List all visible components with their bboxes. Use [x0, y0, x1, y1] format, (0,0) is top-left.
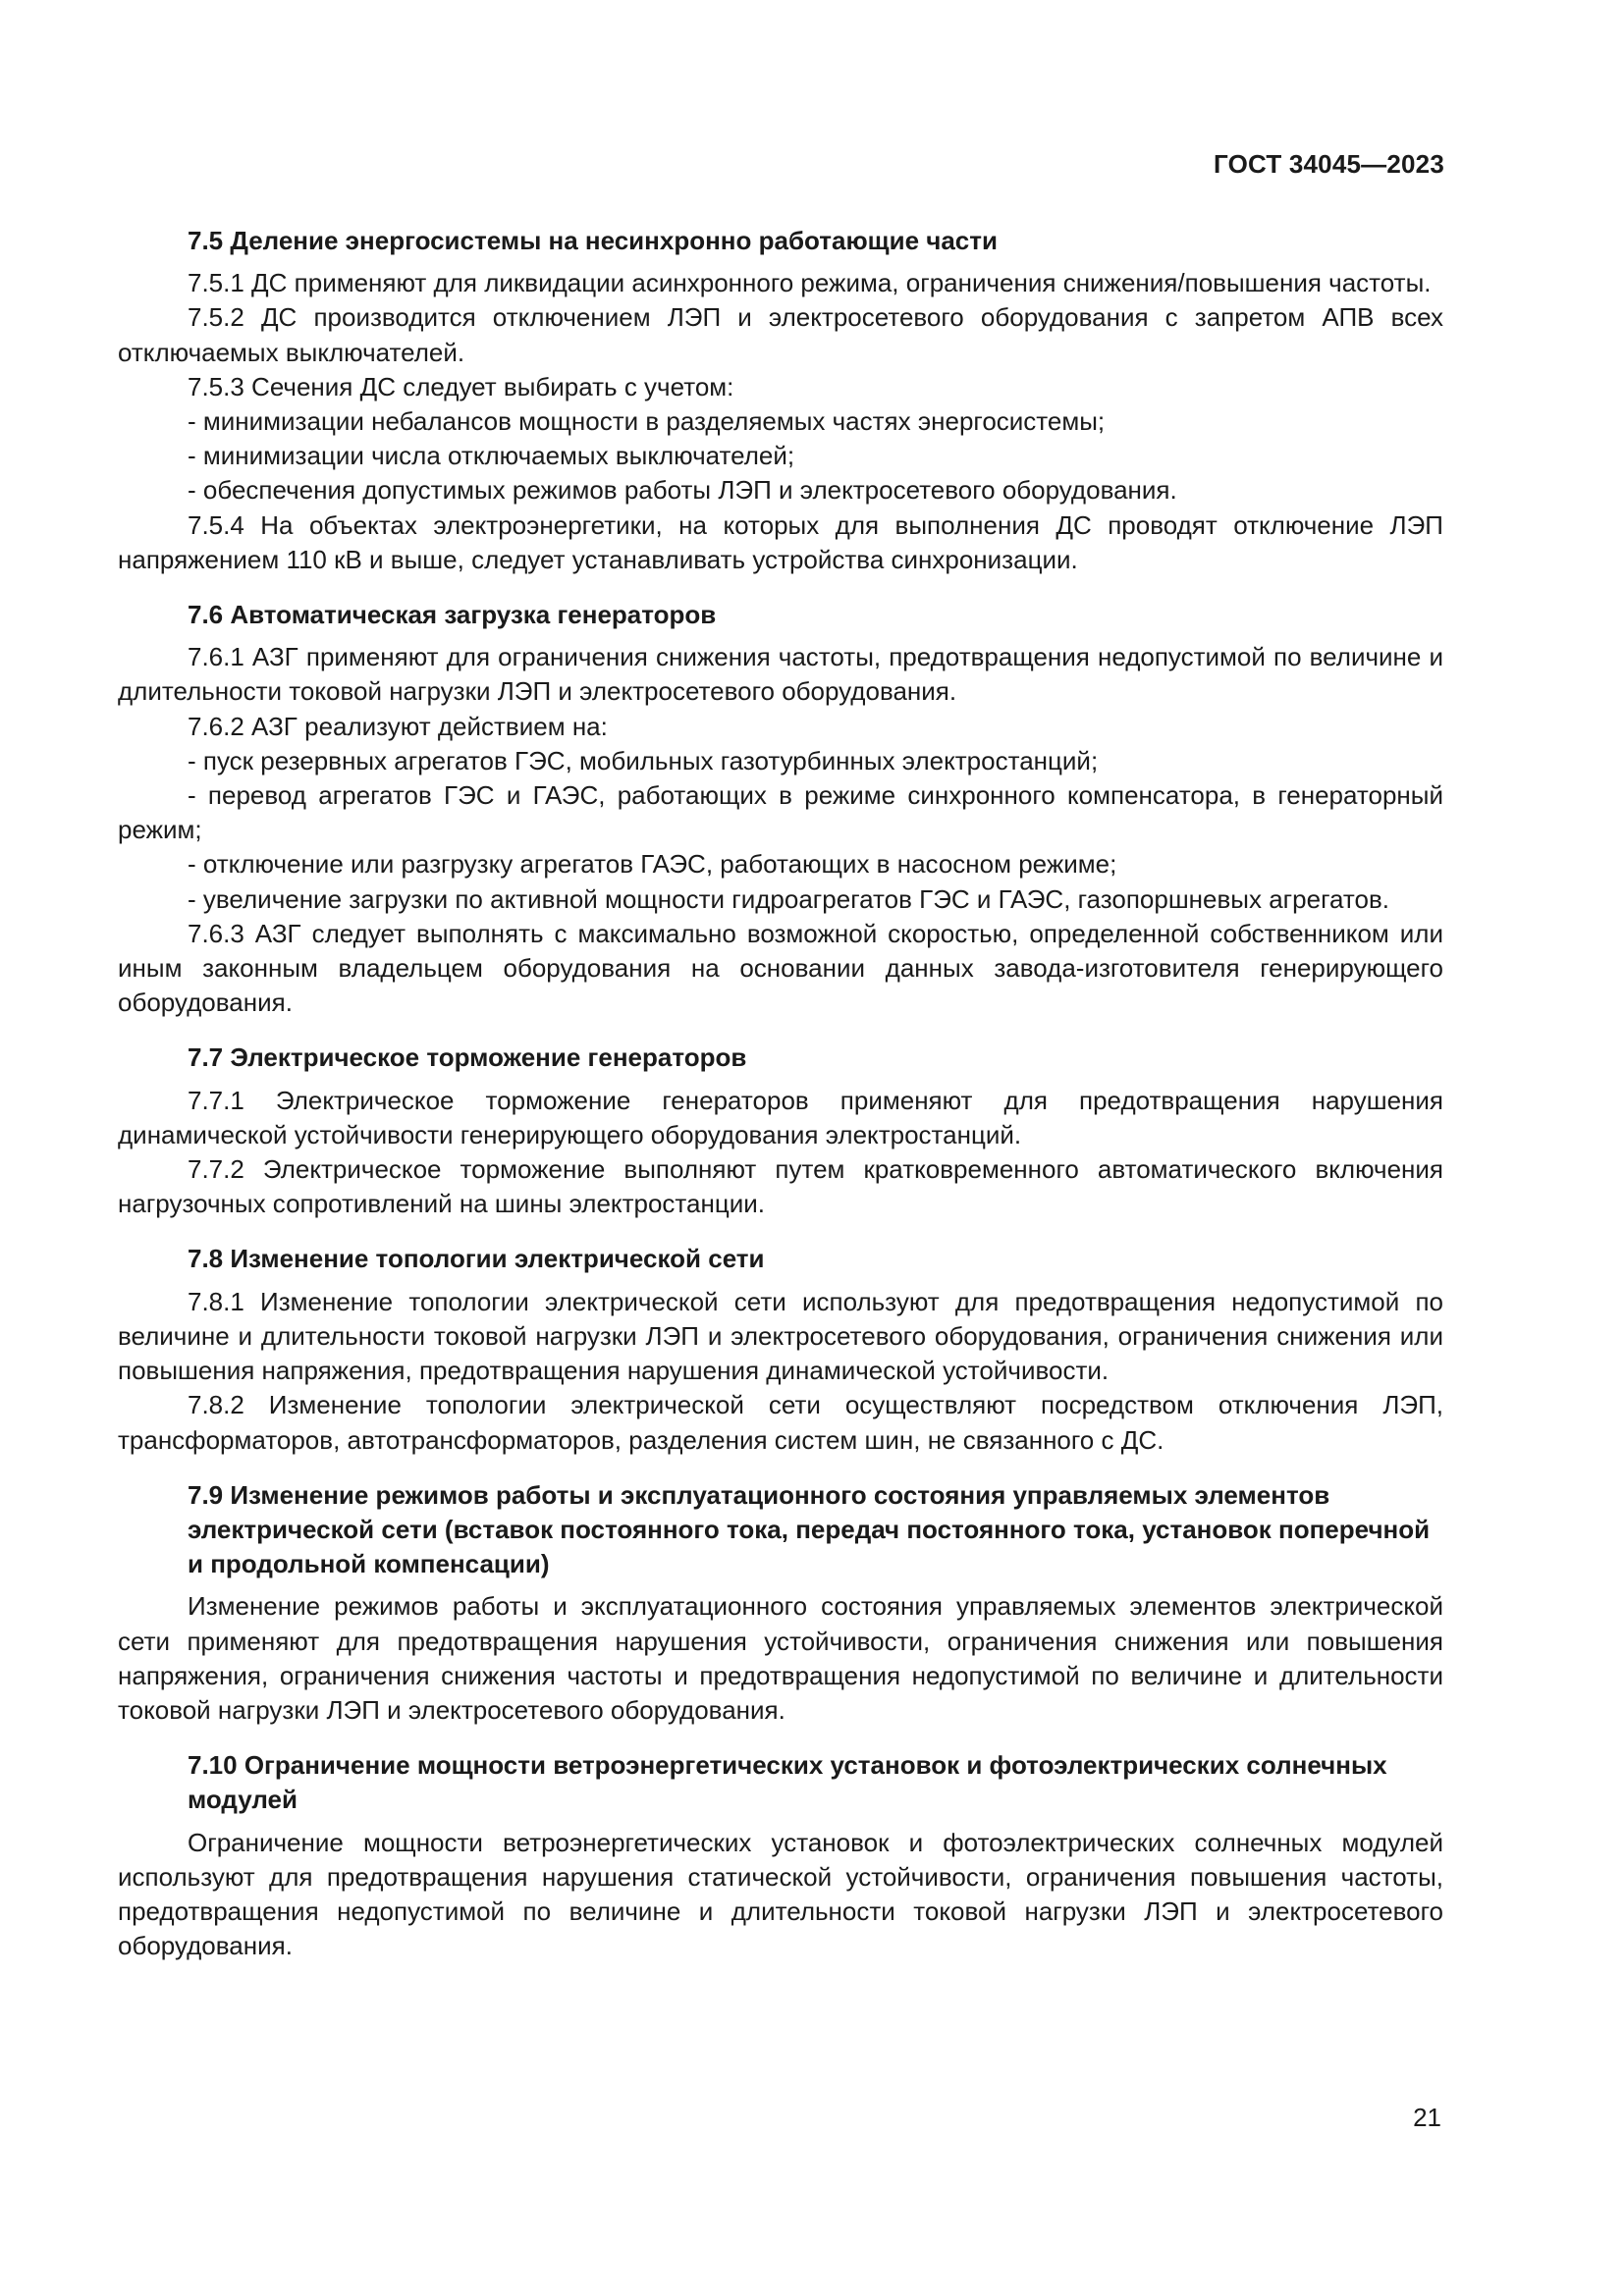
section-title: 7.6 Автоматическая загрузка генераторов	[188, 600, 717, 630]
paragraph: 7.5.3 Сечения ДС следует выбирать с учетом:	[188, 371, 734, 401]
page-number: 21	[1413, 2103, 1441, 2132]
paragraph: 7.7.1 Электрическое торможение генераторов применяют для предотвращения нарушения динамической устойчивости генерирующего оборудования электростанций.	[118, 1085, 1443, 1149]
list-item: - обеспечения допустимых режимов работы ЛЭП и электросетевого оборудования.	[188, 475, 1177, 506]
section-7-9	[118, 1478, 1443, 1728]
section-7-7	[118, 1041, 1443, 1221]
section-body	[118, 1826, 1443, 1964]
section-7-8	[118, 1242, 1443, 1457]
list-item: - увеличение загрузки по активной мощности гидроагрегатов ГЭС и ГАЭС, газопоршневых агрегатов.	[188, 883, 1389, 914]
section-7-10	[118, 1748, 1443, 1963]
section-body	[118, 266, 1443, 577]
list-item: - минимизации числа отключаемых выключателей;	[188, 441, 795, 471]
section-title: 7.7 Электрическое торможение генераторов	[188, 1042, 747, 1073]
paragraph: 7.5.4 На объектах электроэнергетики, на которых для выполнения ДС проводят отключение ЛЭП напряжением 110 кВ и выше, следует устанавливать устройства синхронизации.	[118, 509, 1443, 574]
section-body	[118, 1084, 1443, 1222]
section-title: 7.8 Изменение топологии электрической сети	[188, 1244, 765, 1274]
list-item: - минимизации небалансов мощности в разделяемых частях энергосистемы;	[188, 406, 1106, 437]
paragraph: 7.5.2 ДС производится отключением ЛЭП и электросетевого оборудования с запретом АПВ всех отключаемых выключателей.	[118, 302, 1443, 367]
paragraph: 7.5.1 ДС применяют для ликвидации асинхронного режима, ограничения снижения/повышения частоты.	[188, 268, 1432, 298]
section-7-6	[118, 598, 1443, 1020]
paragraph: 7.6.3 АЗГ следует выполнять с максимально возможной скоростью, определенной собственником или иным законным владельцем оборудования на основании данных завода-изготовителя генерирующего оборудования.	[118, 918, 1443, 1018]
list-item: - перевод агрегатов ГЭС и ГАЭС, работающих в режиме синхронного компенсатора, в генераторный режим;	[118, 780, 1443, 845]
paragraph: 7.8.2 Изменение топологии электрической сети осуществляют посредством отключения ЛЭП, трансформаторов, автотрансформаторов, разделения систем шин, не связанного с ДС.	[118, 1390, 1443, 1455]
section-title: 7.5 Деление энергосистемы на несинхронно работающие части	[188, 226, 998, 255]
list-item: - отключение или разгрузку агрегатов ГАЭС, работающих в насосном режиме;	[188, 849, 1117, 880]
document-code-header: ГОСТ 34045—2023	[1214, 149, 1444, 179]
paragraph: Ограничение мощности ветроэнергетических установок и фотоэлектрических солнечных модулей используют для предотвращения нарушения статической устойчивости, ограничения повышения частоты, предотвращения недопустимой по величине и длительности токовой нагрузки ЛЭП и электросетевого оборудования.	[118, 1827, 1443, 1961]
paragraph: 7.8.1 Изменение топологии электрической сети используют для предотвращения недопустимой по величине и длительности токовой нагрузки ЛЭП и электросетевого оборудования, ограничения снижения или повышения напряжения, предотвращения нарушения динамической устойчивости.	[118, 1286, 1443, 1386]
section-title: 7.10 Ограничение мощности ветроэнергетических установок и фотоэлектрических солнечных модулей	[188, 1750, 1387, 1815]
paragraph: Изменение режимов работы и эксплуатационного состояния управляемых элементов электрической сети применяют для предотвращения нарушения устойчивости, ограничения снижения или повышения напряжения, ограничения снижения частоты и предотвращения недопустимой по величине и длительности токовой нагрузки ЛЭП и электросетевого оборудования.	[118, 1591, 1443, 1725]
paragraph: 7.6.1 АЗГ применяют для ограничения снижения частоты, предотвращения недопустимой по величине и длительности токовой нагрузки ЛЭП и электросетевого оборудования.	[118, 642, 1443, 707]
paragraph: 7.6.2 АЗГ реализуют действием на:	[188, 711, 608, 741]
document-body	[118, 224, 1443, 1963]
section-body	[118, 1589, 1443, 1728]
section-title: 7.9 Изменение режимов работы и эксплуатационного состояния управляемых элементов электрической сети (вставок постоянного тока, передач постоянного тока, установок поперечной и продольной компенсации)	[188, 1479, 1431, 1579]
list-item: - пуск резервных агрегатов ГЭС, мобильных газотурбинных электростанций;	[188, 745, 1099, 775]
section-7-5	[118, 224, 1443, 577]
section-body	[118, 1285, 1443, 1458]
paragraph: 7.7.2 Электрическое торможение выполняют путем кратковременного автоматического включения нагрузочных сопротивлений на шины электростанции.	[118, 1154, 1443, 1219]
section-body	[118, 640, 1443, 1020]
